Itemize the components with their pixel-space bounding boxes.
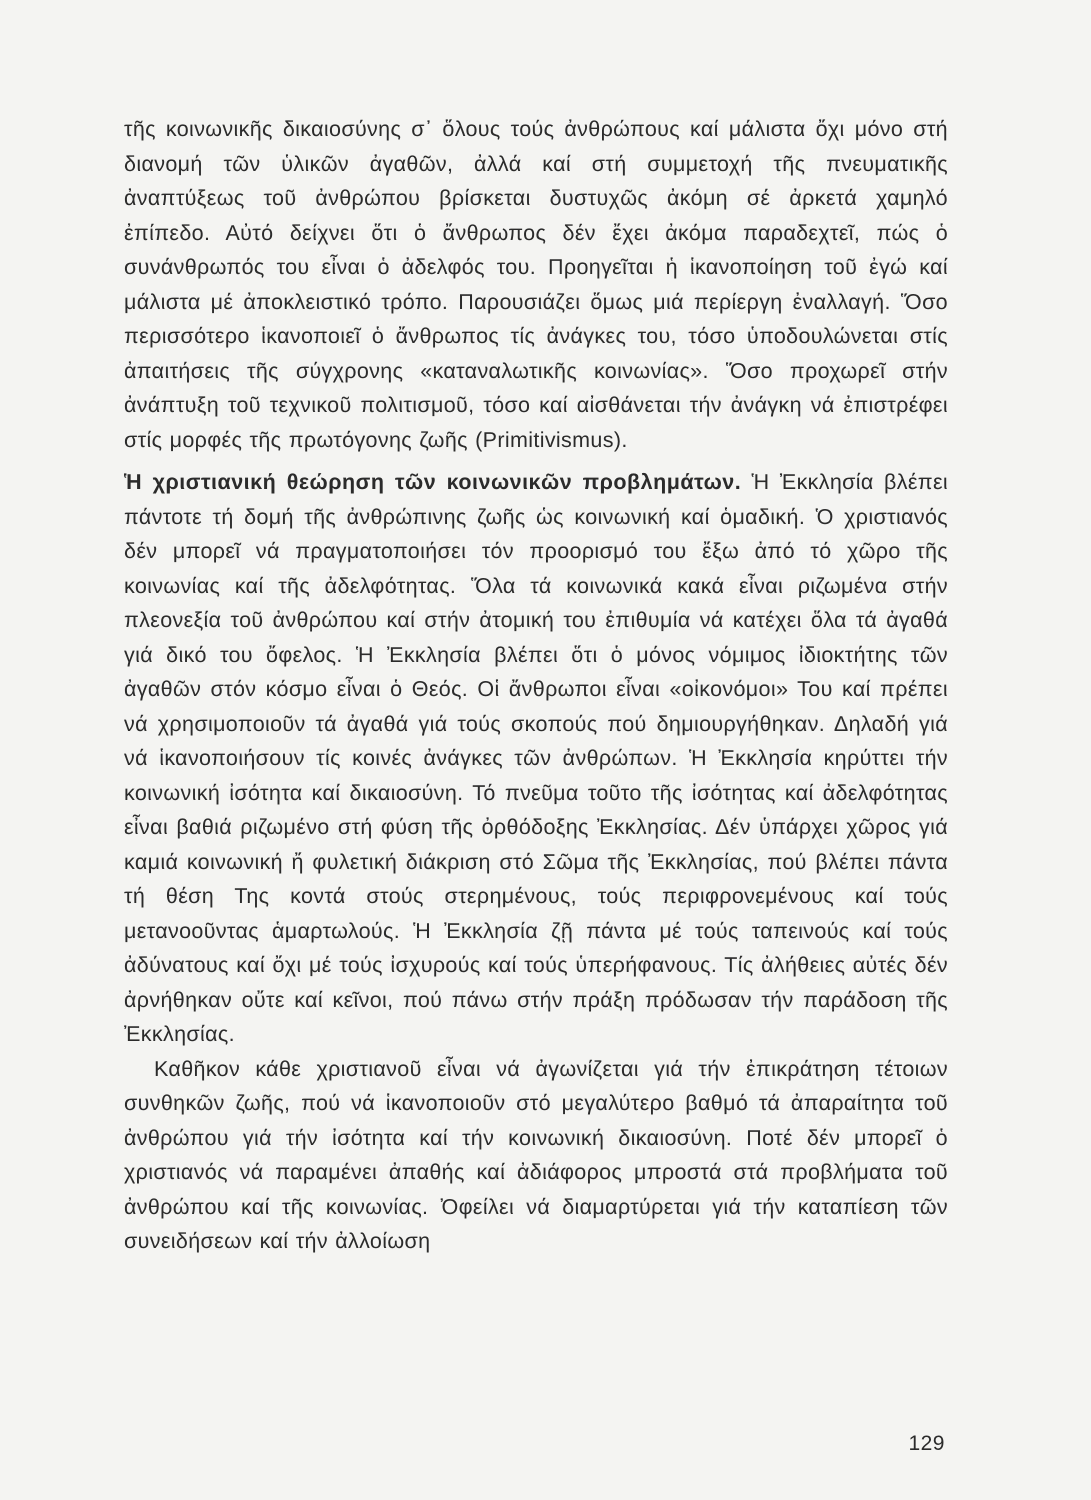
paragraph-christian-duty: Καθῆκον κάθε χριστιανοῦ εἶναι νά ἀγωνίζεται γιά τήν ἐπικράτηση τέτοιων συνθηκῶν ζωῆς, πού νά ἱκανοποιοῦν στό μεγαλύτερο βαθμό τά ἀπαραίτητα τοῦ ἀνθρώπου γιά τήν ἰσότητα καί τήν κοινωνική δικαιοσύνη. Ποτέ δέν μπορεῖ ὁ χριστιανός νά παραμένει ἀπαθής καί ἀδιάφορος μπροστά στά προβλήματα τοῦ ἀνθρώπου καί τῆς κοινωνίας. Ὀφείλει νά διαμαρτύρεται γιά τήν καταπίεση τῶν συνειδήσεων καί τήν ἀλλοίωση bbox=[124, 1056, 948, 1253]
paragraph-christian-view bbox=[124, 465, 948, 1052]
section-heading: Ἡ χριστιανική θεώρηση τῶν κοινωνικῶν προβλημάτων. bbox=[124, 470, 742, 494]
paragraph-christian-view-text: Ἡ Ἐκκλησία βλέπει πάντοτε τή δομή τῆς ἀνθρώπινης ζωῆς ὡς κοινωνική καί ὁμαδική. Ὁ χριστιανός δέν μπορεῖ νά πραγματοποιήσει τόν προορισμό του ἔξω ἀπό τό χῶρο τῆς κοινωνίας καί τῆς ἀδελφότητας. Ὅλα τά κοινωνικά κακά εἶναι ριζωμένα στήν πλεονεξία τοῦ ἀνθρώπου καί στήν ἀτομική του ἐπιθυμία νά κατέχει ὅλα τά ἀγαθά γιά δικό του ὄφελος. Ἡ Ἐκκλησία βλέπει ὅτι ὁ μόνος νόμιμος ἰδιοκτήτης τῶν ἀγαθῶν στόν κόσμο εἶναι ὁ Θεός. Οἱ ἄνθρωποι εἶναι «οἰκονόμοι» Του καί πρέπει νά χρησιμοποιοῦν τά ἀγαθά γιά τούς σκοπούς πού δημιουργήθηκαν. Δηλαδή γιά νά ἱκανοποιήσουν τίς κοινές ἀνάγκες τῶν ἀνθρώπων. Ἡ Ἐκκλησία κηρύττει τήν κοινωνική ἰσότητα καί δικαιοσύνη. Τό πνεῦμα τοῦτο τῆς ἰσότητας καί ἀδελφότητας εἶναι βαθιά ριζωμένο στή φύση τῆς ὀρθόδοξης Ἐκκλησίας. Δέν ὑπάρχει χῶρος γιά καμιά κοινωνική ἤ φυλετική διάκριση στό Σῶμα τῆς Ἐκκλησίας, πού βλέπει πάντα τή θέση Της κοντά στούς στερημένους, τούς περιφρονεμένους καί τούς μετανοοῦντας ἁμαρτωλούς. Ἡ Ἐκκλησία ζῇ πάντα μέ τούς ταπεινούς καί τούς ἀδύνατους καί ὄχι μέ τούς ἰσχυρούς καί τούς ὑπερήφανους. Τίς ἀλήθειες αὐτές δέν ἀρνήθηκαν οὔτε καί κεῖνοι, πού πάνω στήν πράξη πρόδωσαν τήν παράδοση τῆς Ἐκκλησίας. bbox=[124, 470, 949, 1046]
paragraph-social-justice: τῆς κοινωνικῆς δικαιοσύνης σ᾽ ὅλους τούς ἀνθρώπους καί μάλιστα ὄχι μόνο στή διανομή τῶν ὑλικῶν ἀγαθῶν, ἀλλά καί στή συμμετοχή τῆς πνευματικῆς ἀναπτύξεως τοῦ ἀνθρώπου βρίσκεται δυστυχῶς ἀκόμη σέ ἀρκετά χαμηλό ἐπίπεδο. Αὐτό δείχνει ὅτι ὁ ἄνθρωπος δέν ἔχει ἀκόμα παραδεχτεῖ, πώς ὁ συνάνθρωπός του εἶναι ὁ ἀδελφός του. Προηγεῖται ἡ ἱκανοποίηση τοῦ ἐγώ καί μάλιστα μέ ἀποκλειστικό τρόπο. Παρουσιάζει ὅμως μιά περίεργη ἐναλλαγή. Ὅσο περισσότερο ἱκανοποιεῖ ὁ ἄνθρωπος τίς ἀνάγκες του, τόσο ὑποδουλώνεται στίς ἀπαιτήσεις τῆς σύγχρονης «καταναλωτικῆς κοινωνίας». Ὅσο προχωρεῖ στήν ἀνάπτυξη τοῦ τεχνικοῦ πολιτισμοῦ, τόσο καί αἰσθάνεται τήν ἀνάγκη νά ἐπιστρέφει στίς μορφές τῆς πρωτόγονης ζωῆς (Primitivismus). bbox=[124, 117, 948, 452]
page-number: 129 bbox=[908, 1432, 945, 1455]
body-text bbox=[124, 112, 948, 1259]
